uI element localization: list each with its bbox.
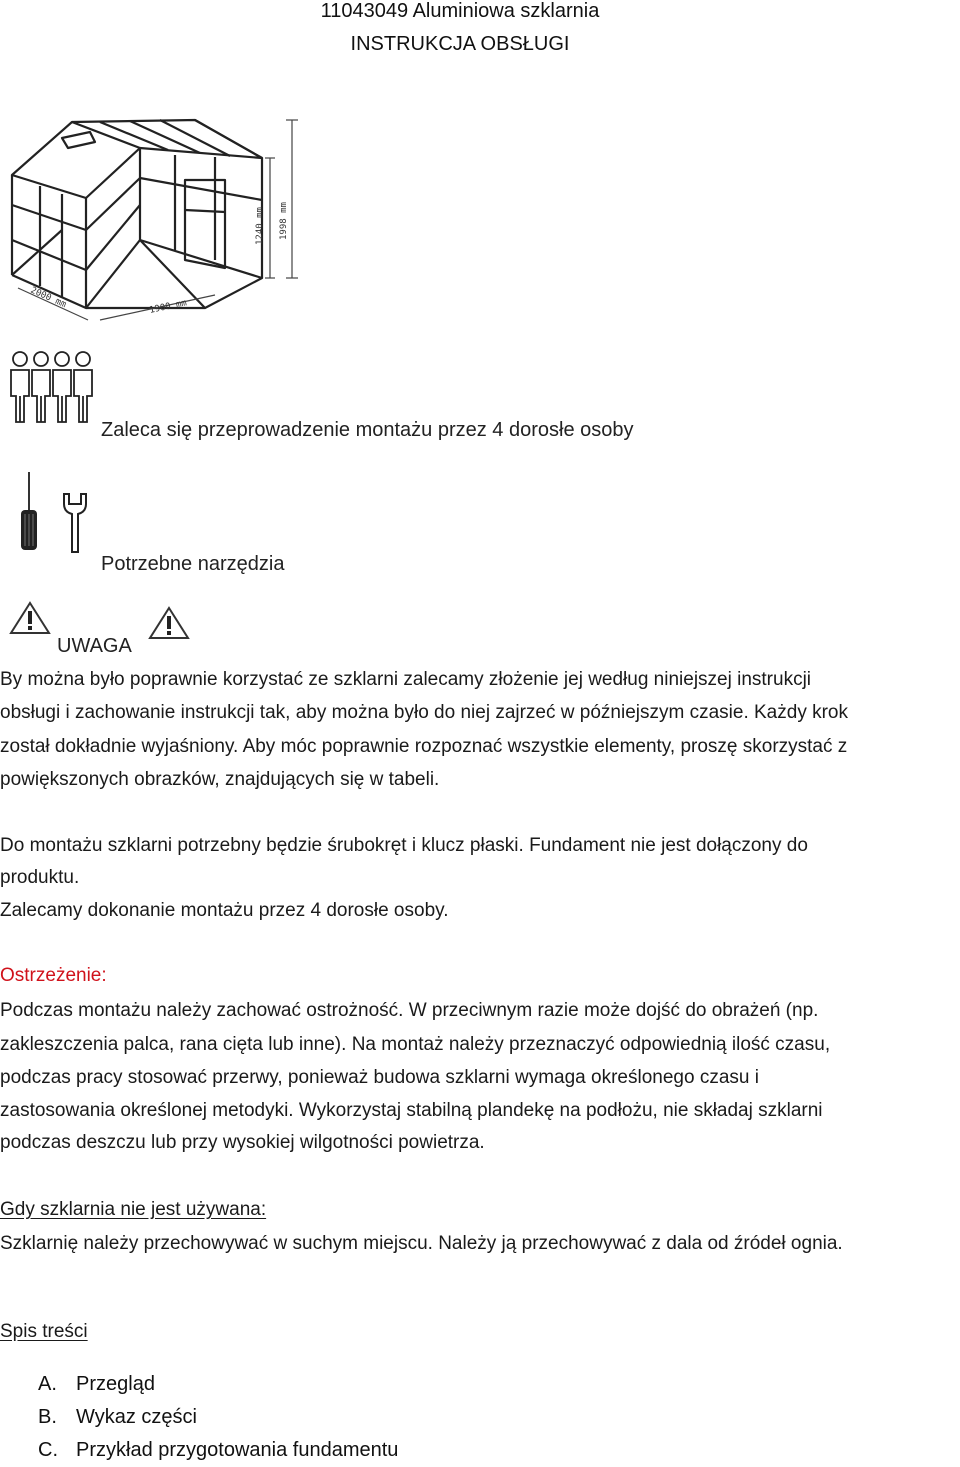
warning-line: By można było poprawnie korzystać ze szklarni zalecamy złożenie jej według niniejszej instrukcji bbox=[0, 669, 812, 690]
dim-height-inner: 1240 mm bbox=[255, 207, 265, 245]
toc-item bbox=[38, 1439, 398, 1462]
warning-line: powiększonych obrazków, znajdujących się w tabeli. bbox=[0, 769, 440, 790]
caution-line: Podczas montażu należy zachować ostrożność. W przeciwnym razie może dojść do obrażeń (np. bbox=[0, 1000, 819, 1021]
screwdriver-icon bbox=[12, 470, 46, 554]
wrench-icon bbox=[58, 492, 92, 556]
toc-letter: A. bbox=[38, 1373, 57, 1395]
warning-triangle-icon bbox=[147, 605, 191, 641]
dim-height-outer: 1998 mm bbox=[279, 202, 289, 240]
people-note: Zaleca się przeprowadzenie montażu przez 4 dorosłe osoby bbox=[101, 419, 634, 441]
warning-line: został dokładnie wyjaśniony. Aby móc poprawnie rozpoznać wszystkie elementy, proszę skorzystać z bbox=[0, 736, 848, 757]
storage-text: Szklarnię należy przechowywać w suchym miejscu. Należy ją przechowywać z dala od źródeł ognia. bbox=[0, 1233, 843, 1254]
caution-line: zastosowania określonej metodyki. Wykorzystaj stabilną plandekę na podłożu, nie składaj szklarni bbox=[0, 1100, 823, 1121]
assembly-line: Do montażu szklarni potrzebny będzie śrubokręt i klucz płaski. Fundament nie jest dołączony do bbox=[0, 835, 808, 856]
dim-width: 1900 mm bbox=[148, 298, 188, 316]
caution-line: podczas deszczu lub przy wysokiej wilgotności powietrza. bbox=[0, 1132, 485, 1153]
storage-heading: Gdy szklarnia nie jest używana: bbox=[0, 1199, 267, 1220]
warning-label: UWAGA bbox=[57, 635, 132, 657]
caution-heading: Ostrzeżenie: bbox=[0, 965, 107, 986]
dim-depth: 2000 mm bbox=[28, 285, 68, 311]
toc-label: Wykaz części bbox=[76, 1406, 197, 1428]
caution-line: podczas pracy stosować przerwy, ponieważ budowa szklarni wymaga określonego czasu i bbox=[0, 1067, 759, 1088]
assembly-line: Zalecamy dokonanie montażu przez 4 dorosłe osoby. bbox=[0, 900, 449, 921]
caution-line: zakleszczenia palca, rana cięta lub inne). Na montaż należy przeznaczyć odpowiednią ilość czasu, bbox=[0, 1034, 831, 1055]
four-persons-icon bbox=[8, 350, 98, 426]
toc-label: Przykład przygotowania fundamentu bbox=[76, 1439, 399, 1461]
toc-item bbox=[38, 1406, 197, 1429]
document-title: 11043049 Aluminiowa szklarnia bbox=[320, 0, 600, 22]
toc-heading: Spis treści bbox=[0, 1321, 88, 1342]
warning-line: obsługi i zachowanie instrukcji tak, aby można było do niej zajrzeć w późniejszym czasie. Każdy krok bbox=[0, 702, 848, 723]
assembly-line: produktu. bbox=[0, 867, 80, 888]
toc-item bbox=[38, 1373, 155, 1396]
document-subtitle: INSTRUKCJA OBSŁUGI bbox=[350, 33, 570, 55]
toc-letter: C. bbox=[38, 1439, 58, 1461]
warning-triangle-icon bbox=[8, 600, 52, 636]
greenhouse-frame-illustration bbox=[0, 110, 310, 335]
toc-letter: B. bbox=[38, 1406, 57, 1428]
toc-label: Przegląd bbox=[76, 1373, 155, 1395]
tools-note: Potrzebne narzędzia bbox=[101, 553, 285, 575]
